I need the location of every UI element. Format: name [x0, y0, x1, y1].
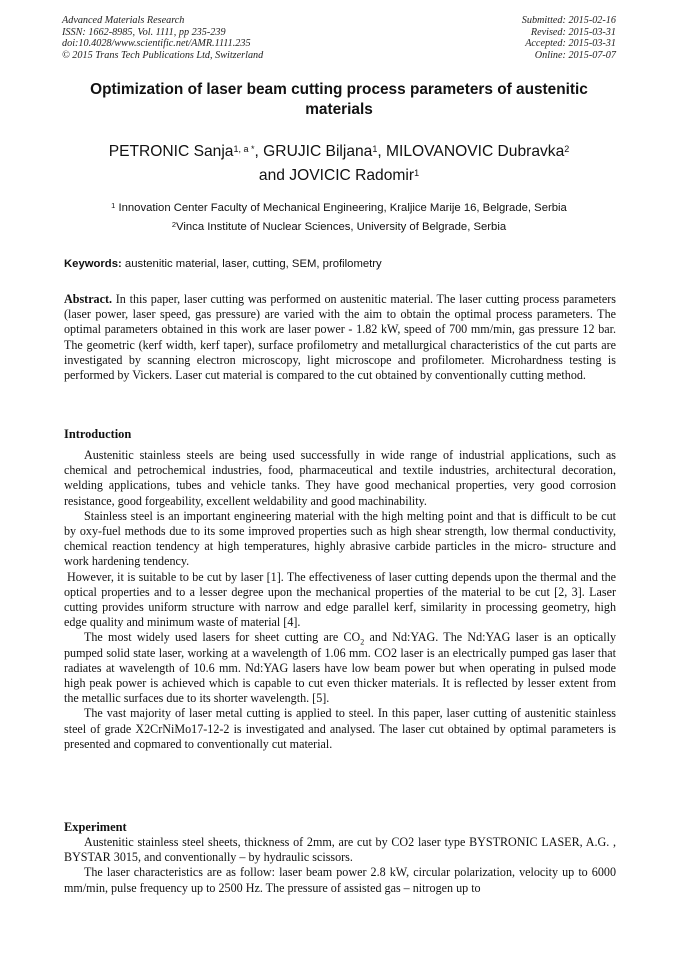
journal-name: Advanced Materials Research: [62, 15, 185, 26]
abstract-text: In this paper, laser cutting was performed on austenitic material. The laser cutting process parameters (laser power, laser speed, gas pressure) are varied with the aim to obtain the optimal process parameters. The optimal parameters obtained in this work are laser power - 1.82 kW, speed of 700 mm/min, gas pressure 12 bar. The geometric (kerf width, kerf taper), surface profilometry and metallurgical characteristics of the cut parts are investigated by scanning electron microscopy, light microscope and profilometer. Microhardness testing is performed by Vickers. Laser cut material is compared to the cut obtained by conventionally cutting method.: [64, 292, 616, 383]
introduction-paragraph-4-start: The most widely used lasers for sheet cutting are CO: [84, 630, 361, 645]
introduction-paragraph-4-rest: and Nd:YAG. The Nd:YAG laser is an optically pumped solid state laser, working at a wavelength of 1.06 mm. CO2 laser is an electrically pumped gas laser that radiates at wavelength of 10.6 mm. Nd:YAG lasers have low beam power but when operating in pulsed mode high peak power is achieved which is capable to cut even thicker materials. It is reflected by lesser extent from the metallic surfaces due to its shorter wavelength. [5].: [64, 630, 616, 706]
author-4: JOVICIC Radomir: [289, 167, 415, 184]
experiment-heading: Experiment: [64, 820, 127, 834]
experiment-paragraph-1: Austenitic stainless steel sheets, thickness of 2mm, are cut by CO2 laser type BYSTRONIC LASER, A.G. , BYSTAR 3015, and conventionally – by hydraulic scissors.: [64, 835, 616, 865]
author-2: GRUJIC Biljana: [263, 143, 373, 160]
date-accepted: Accepted: 2015-03-31: [525, 38, 616, 50]
keywords-text: austenitic material, laser, cutting, SEM, profilometry: [124, 258, 382, 270]
affiliation-2-marker: 2: [171, 220, 177, 229]
introduction-paragraph-5: The vast majority of laser metal cutting is applied to steel. In this paper, laser cutting of austenitic stainless steel of grade X2CrNiMo17-12-2 is investigated and analysed. The laser cut obtained by optimal parameters is presented and copmared to conventionally cut material.: [64, 706, 616, 751]
affiliation-1-marker: 1: [111, 201, 116, 210]
keywords: [64, 257, 616, 271]
experiment-paragraph-2: The laser characteristics are as follow: laser beam power 2.8 kW, circular polarization, velocity up to 6000 mm/min, pulse frequency up to 2500 Hz. The pressure of assisted gas – nitrogen up to: [64, 865, 616, 895]
affiliation-1-text: Innovation Center Faculty of Mechanical Engineering, Kraljice Marije 16, Belgrade, Serbia: [118, 202, 567, 214]
journal-info: [62, 15, 263, 61]
author-1: PETRONIC Sanja: [108, 143, 234, 160]
author-4-prefix: and: [258, 167, 290, 184]
date-online: Online: 2015-07-07: [534, 49, 616, 61]
introduction-paragraph-3: However, it is suitable to be cut by laser [1]. The effectiveness of laser cutting depends upon the thermal and the optical properties and to a lesser degree upon the mechanical properties of the material to be cut [2, 3]. Laser cutting provides uniform structure with narrow and edge parallel kerf, similarity in processing geometry, high edge quality and minimum waste of material [4].: [64, 569, 616, 630]
journal-doi: doi:10.4028/www.scientific.net/AMR.1111.235: [62, 38, 251, 50]
author-3-affiliation: 2: [564, 144, 570, 154]
journal-issn: ISSN: 1662-8985, Vol. 1111, pp 235-239: [62, 26, 226, 38]
introduction-body: [64, 448, 616, 752]
publication-dates: [522, 15, 616, 61]
affiliation-1: [62, 201, 616, 215]
date-revised: Revised: 2015-03-31: [530, 26, 616, 38]
abstract: [64, 292, 616, 383]
introduction-paragraph-1: Austenitic stainless steels are being used successfully in wide range of industrial applications, such as chemical and petrochemical industries, food, pharmaceutical and textile industries, architectural decoration, welding applications, tubes and vehicle tanks. They have good mechanical properties, very good corrosion resistance, good forgeability, excellent weldability and good machinability.: [64, 448, 616, 508]
introduction-heading: Introduction: [64, 427, 132, 441]
co2-subscript: 2: [360, 637, 365, 647]
author-list: PETRONIC Sanja$^{1, a *}$, GRUJIC Biljana$^1$, MILOVANOVIC Dubravka$^2$ and JOVICIC Radomir$^1$: [108, 143, 570, 184]
affiliation-2-text: Vinca Institute of Nuclear Sciences, University of Belgrade, Serbia: [176, 221, 507, 233]
journal-copyright: © 2015 Trans Tech Publications Ltd, Switzerland: [62, 49, 264, 61]
experiment-body: [64, 835, 616, 896]
author-1-affiliation: 1, a *: [233, 144, 255, 154]
author-2-affiliation: 1: [372, 144, 378, 154]
affiliation-2: [62, 220, 616, 234]
date-submitted: Submitted: 2015-02-16: [521, 15, 616, 26]
author-4-affiliation: 1: [414, 168, 420, 178]
abstract-label: Abstract.: [64, 292, 113, 306]
keywords-label: Keywords:: [64, 258, 122, 270]
author-3: MILOVANOVIC Dubravka: [386, 143, 565, 160]
introduction-paragraph-4: [64, 630, 616, 706]
paper-title: Optimization of laser beam cutting process parameters of austenitic materials: [90, 81, 588, 118]
introduction-paragraph-2: Stainless steel is an important engineering material with the high melting point and that is difficult to be cut by oxy-fuel methods due to its some improved properties such as high shear strength, low thermal conductivity, chemical reaction tendency at high temperatures, highly abrasive carbide particles in the micro- structure and work hardening tendency.: [64, 508, 616, 569]
